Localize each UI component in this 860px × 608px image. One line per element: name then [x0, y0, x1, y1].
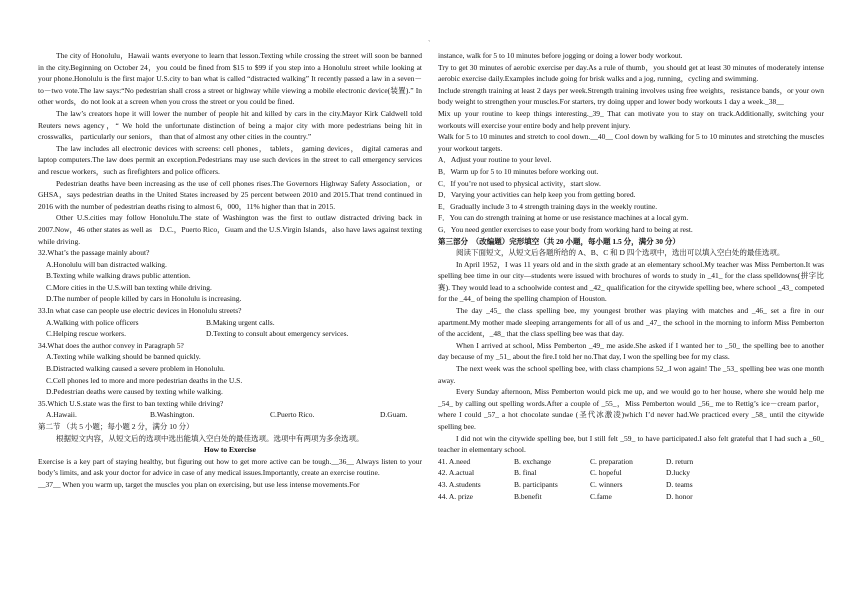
cloze-option: B. exchange [514, 456, 552, 466]
exercise-paragraph-4: Include strength training at least 2 days per week.Strength training involves using free weights，resistance bands，or your own body weight to strengthen your muscles.For starters, try doing upper and lower body workouts 1 day a week._38__ [438, 85, 824, 107]
section-2-heading: 第二节 （共 5 小题；每小题 2 分，满分 10 分） [38, 422, 194, 431]
top-mark: 、 [428, 37, 435, 43]
cloze-paragraph-3: When I arrived at school, Miss Pemberton _49_ me aside.She asked if I wanted her to _50_ the spelling bee to another day because of my _51_ about the fire.I told her no.That day, I won the spelling bee for my class. [438, 340, 824, 362]
cloze-option: D. teams [666, 479, 693, 489]
question-34-option-c: C.Cell phones led to more and more pedestrian deaths in the U.S. [46, 375, 243, 385]
cloze-option: 41. A.need [438, 456, 471, 466]
cloze-paragraph-6: I did not win the citywide spelling bee, but I still felt _59_ to have participated.I also felt grateful that I had such a _60_ teacher in elementary school. [438, 433, 824, 455]
left-column [38, 50, 422, 491]
exercise-paragraph-6: Walk for 5 to 10 minutes and stretch to cool down.__40__ Cool down by walking for 5 to 10 minutes and stretching the muscles your workout targets. [438, 132, 824, 153]
question-33-option-d: D.Texting to consult about emergency services. [206, 329, 349, 339]
cloze-options-row [438, 479, 693, 491]
question-35-option-b: B.Washington. [150, 410, 195, 420]
cloze-option: 42. A.actual [438, 468, 475, 478]
question-32-option-c: C.More cities in the U.S.will ban texting while driving. [46, 282, 212, 292]
cloze-option: D.lucky [666, 468, 690, 478]
cloze-options-row [438, 491, 693, 503]
passage-paragraph-5: Other U.S.cities may follow Honolulu.The state of Washington was the first to outlaw distracted driving back in 2007.Now，46 other states as well as D.C.，Puerto Rico，Guam and the U.S.Virgin Islands，also have laws against texting while driving. [38, 213, 422, 246]
part-3-instructions: 阅读下面短文，从短文后各题所给的 A、B、C 和 D 四个选项中，选出可以填入空白处的最佳选项。 [456, 248, 785, 258]
cloze-option: 43. A.students [438, 479, 481, 489]
passage-paragraph-2: The law’s creators hope it will lower the number of people hit and killed by cars in the city.Mayor Kirk Caldwell told Reuters news agency，“ We hold the unfortunate distinction of being a major city with more pedestrians being hit in crosswalks， particularly our seniors， than that of almost any other cities in the country.” [38, 108, 422, 142]
cloze-option: C.fame [590, 491, 612, 501]
exercise-paragraph-1: Exercise is a key part of staying healthy, but figuring out how to get more active can be tough.__36__ Always listen to your body’s limits, and ask your doctor for advice in case of any medical issues.Importantly, create an exercise routine. [38, 456, 422, 478]
question-34-option-a: A.Texting while walking should be banned quickly. [46, 352, 201, 362]
choice-e: E．Gradually include 3 to 4 strength training days in the weekly routine. [438, 201, 658, 211]
exercise-paragraph-2-cont: instance, walk for 5 to 10 minutes before jogging or doing a lower body workout. [438, 51, 683, 60]
choice-g: G．You need gentler exercises to ease your body from working hard to being at rest. [438, 224, 693, 234]
question-33-option-c: C.Helping rescue workers. [46, 329, 126, 339]
question-35-option-d: D.Guam. [380, 410, 408, 420]
question-33-option-a: A.Walking with police officers [46, 317, 139, 327]
question-32-option-a: A.Honolulu will ban distracted walking. [46, 259, 167, 269]
cloze-options-row [438, 456, 693, 468]
exercise-paragraph-2: __37__ When you warm up, target the muscles you plan on exercising, but use less intense movements.For [38, 479, 360, 489]
question-35-option-c: C.Puerto Rico. [270, 410, 315, 420]
cloze-options-row [438, 467, 693, 479]
question-35-options [38, 409, 422, 421]
passage-paragraph-4: Pedestrian deaths have been increasing as the use of cell phones rises.The Governors Highway Safety Association，or GHSA，says pedestrian deaths in the United States increased by 25 percent between 2010 and 2015.That trend continued in 2016 with the number of pedestrian deaths rising to almost 6，000，11% higher than that in 2015. [38, 178, 422, 211]
question-33-options-row-2 [38, 328, 422, 340]
exercise-paragraph-3: Try to get 30 minutes of aerobic exercise per day.As a rule of thumb，you should get at least 30 minutes of moderately intense aerobic exercise daily.Examples include going for brisk walks and a jog, running，cycling and swimming. [438, 62, 824, 84]
question-34-option-d: D.Pedestrian deaths were caused by texting while walking. [46, 387, 223, 397]
question-34: 34.What does the author convey in Paragraph 5? [38, 340, 184, 350]
question-33-option-b: B.Making urgent calls. [206, 317, 275, 327]
cloze-option: C. winners [590, 479, 623, 489]
cloze-option: C. preparation [590, 456, 633, 466]
cloze-option: 44. A. prize [438, 491, 473, 501]
right-column [438, 50, 824, 502]
question-33: 33.In what case can people use electric devices in Honolulu streets? [38, 306, 242, 316]
question-33-options-row-1 [38, 317, 422, 329]
section-2-instructions: 根据短文内容，从短文后的选项中选出能填入空白处的最佳选项。选项中有两项为多余选项。 [56, 433, 364, 443]
cloze-paragraph-5: Every Sunday afternoon, Miss Pemberton would pick me up, and we would go to her house, where she would help me _54_ by calling out spelling words.After a couple of _55_，Miss Pemberton would _56_ me to Rettig’s ice－cream parlor，where I could _57_ a hot chocolate sundae (圣代冰激凌)which I’d never had.We practiced every _58_ until the citywide spelling bee. [438, 387, 824, 431]
question-34-option-b: B.Distracted walking caused a severe problem in Honolulu. [46, 364, 225, 374]
cloze-option: C. hopeful [590, 468, 622, 478]
question-32-option-d: D.The number of people killed by cars in Honolulu is increasing. [46, 294, 242, 304]
cloze-option: B.benefit [514, 491, 542, 501]
cloze-paragraph-2: The day _45_ the class spelling bee, my youngest brother was playing with matches and _46_ set a fire in our apartment.My mother made sleeping arrangements for all of us and _47_ the school in the morning to inform Miss Pemberton of the accident，_48_ that the class spelling bee was that day. [438, 306, 824, 339]
cloze-option: B. participants [514, 479, 558, 489]
choice-c: C．If you’re not used to physical activity，start slow. [438, 178, 601, 188]
passage-paragraph-3: The law includes all electronic devices with screens: cell phones， tablets， gaming devices， digital cameras and laptop computers.The law does permit an exception.Pedestrians may use such devices in the street to call emergency services and rescue workers，such as firefighters and police officers. [38, 143, 422, 176]
part-3-heading: 第三部分 （改编题）完形填空（共 20 小题，每小题 1.5 分，满分 30 分） [438, 236, 680, 246]
question-32-option-b: B.Texting while walking draws public attention. [46, 271, 191, 281]
cloze-option: D. return [666, 456, 694, 466]
choice-a: A．Adjust your routine to your level. [438, 155, 552, 165]
question-35: 35.Which U.S.state was the first to ban texting while driving? [38, 398, 224, 408]
choice-b: B．Warm up for 5 to 10 minutes before working out. [438, 166, 599, 176]
cloze-option: D. honor [666, 491, 693, 501]
cloze-options-table [438, 456, 693, 502]
question-35-option-a: A.Hawaii. [46, 410, 77, 420]
cloze-option: B. final [514, 468, 537, 478]
passage-paragraph-1: The city of Honolulu，Hawaii wants everyone to learn that lesson.Texting while crossing the street will soon be banned in the city.Beginning on October 24，you could be fined from $15 to $99 if you step into a Honolulu street while looking at your phone.Honolulu is the first major U.S.city to ban what is called “distracted walking” It recently passed a law in a seven－to－two vote.The law says:“No pedestrian shall cross a street or highway while viewing a mobile electronic device(装置).” In other words，do not look at a screen when you cross the street or you could be fined. [38, 51, 422, 107]
cloze-paragraph-4: The next week was the school spelling bee, with class champions 52_.I won again! The _53_ spelling bee was one month away. [438, 364, 824, 385]
article-title: How to Exercise [204, 445, 256, 455]
cloze-paragraph-1: In April 1952，I was 11 years old and in the sixth grade at an elementary school.My teacher was Miss Pemberton.It was spelling bee time in our city—students were issued with brochures of words to study in _41_ for the class spelldowns(拼字比赛). They would lead to a schoolwide contest and _42_ qualification for the citywide spelling bee, where school _43_ competed for the _44_ of being the spelling champion of Houston. [438, 259, 824, 304]
exercise-paragraph-5: Mix up your routine to keep things interesting._39_ That can motivate you to stay on track.Additionally, switching your workouts will exercise your entire body and help prevent injury. [438, 108, 824, 130]
choice-d: D．Varying your activities can help keep you from getting bored. [438, 190, 636, 200]
question-32: 32.What’s the passage mainly about? [38, 248, 150, 258]
choice-f: F．You can do strength training at home or use resistance machines at a local gym. [438, 213, 689, 223]
